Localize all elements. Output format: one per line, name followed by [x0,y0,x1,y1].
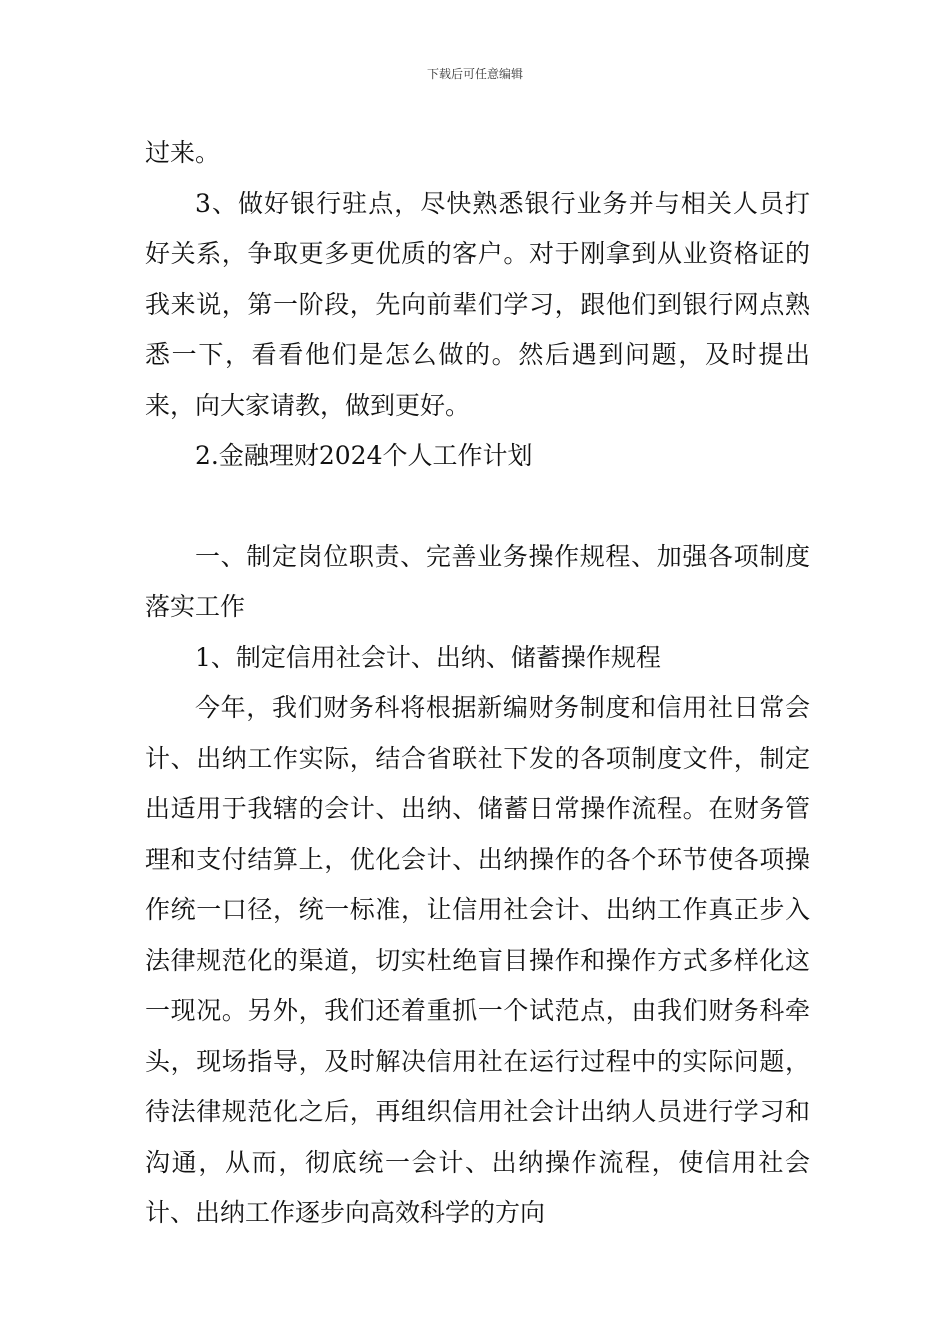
page-header: 下载后可任意编辑 [426,67,523,81]
document-body [145,128,810,1239]
paragraph-body: 今年，我们财务科将根据新编财务制度和信用社日常会计、出纳工作实际，结合省联社下发的各项制度文件，制定出适用于我辖的会计、出纳、储蓄日常操作流程。在财务管理和支付结算上，优化会计、出纳操作的各个环节使各项操作统一口径，统一标准，让信用社会计、出纳工作真正步入法律规范化的渠道，切实杜绝盲目操作和操作方式多样化这一现况。另外，我们还着重抓一个试范点，由我们财务科牵头，现场指导，及时解决信用社在运行过程中的实际问题，待法律规范化之后，再组织信用社会计出纳人员进行学习和沟通，从而，彻底统一会计、出纳操作流程，使信用社会计、出纳工作逐步向高效科学的方向 [145,693,810,1227]
paragraph-bank-station: 3、做好银行驻点，尽快熟悉银行业务并与相关人员打好关系，争取更多更优质的客户。对于刚拿到从业资格证的我来说，第一阶段，先向前辈们学习，跟他们到银行网点熟悉一下，看看他们是怎么做的。然后遇到问题，及时提出来，向大家请教，做到更好。 [145,188,810,420]
heading-level-1: 一、制定岗位职责、完善业务操作规程、加强各项制度落实工作 [145,541,810,621]
section-title: 2.金融理财2024个人工作计划 [195,441,533,470]
blank-line [145,482,810,532]
heading-level-2: 1、制定信用社会计、出纳、储蓄操作规程 [195,642,661,672]
paragraph-continuation: 过来。 [145,138,221,167]
